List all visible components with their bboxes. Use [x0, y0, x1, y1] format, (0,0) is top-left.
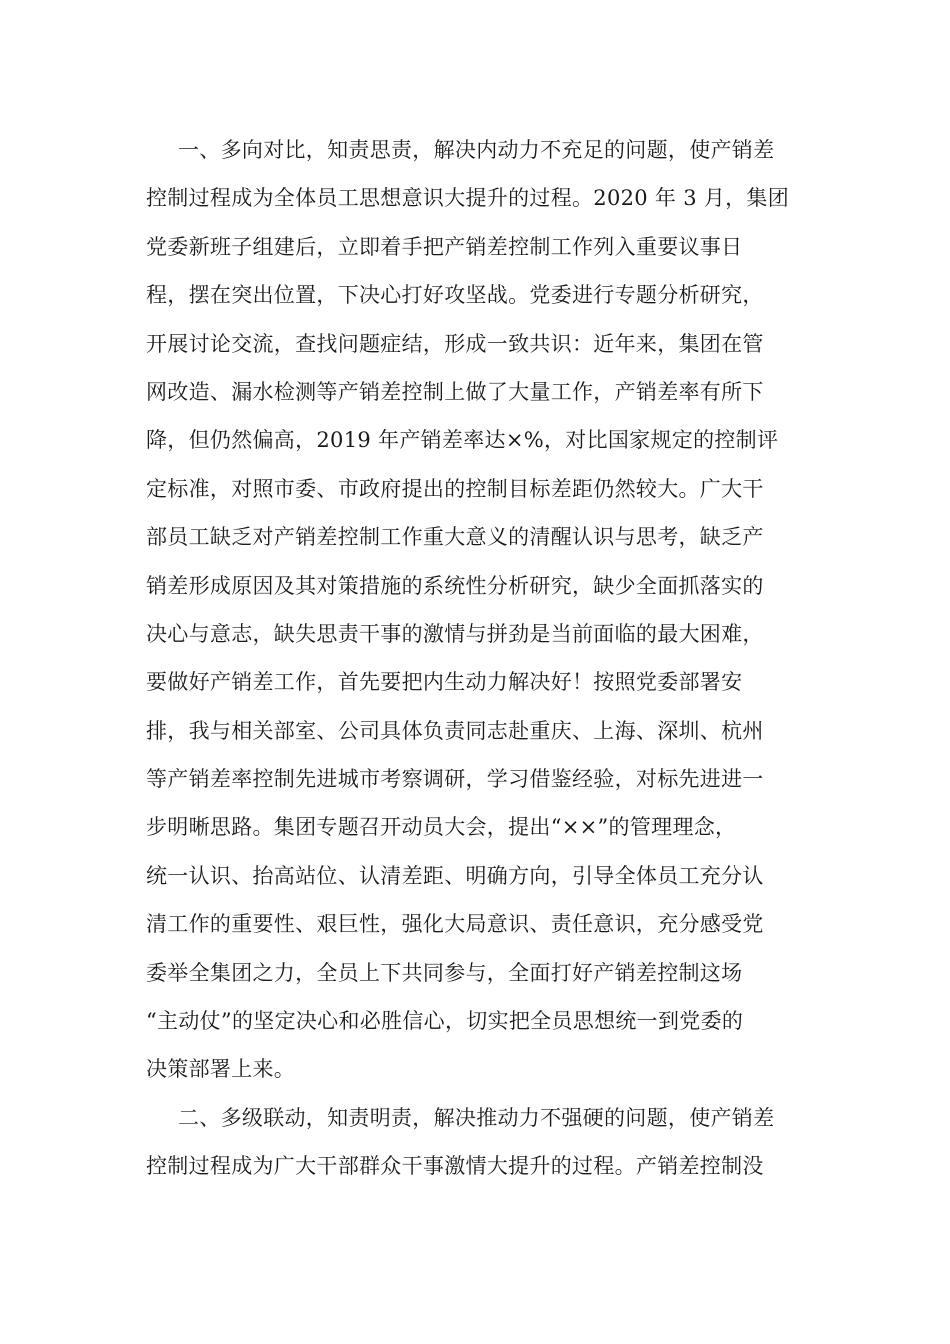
paragraph-2 [146, 1094, 806, 1191]
text-line: 网改造、漏水检测等产销差控制上做了大量工作，产销差率有所下 [146, 379, 764, 404]
text-line: 二、多级联动，知责明责，解决推动力不强硬的问题，使产销差 [178, 1105, 775, 1130]
text-line: 步明晰思路。集团专题召开动员大会，提出“××”的管理理念， [146, 815, 737, 840]
text-line: 等产销差率控制先进城市考察调研，学习借鉴经验，对标先进进一 [146, 767, 764, 792]
text-line: 控制过程成为广大干部群众干事激情大提升的过程。产销差控制没 [146, 1154, 764, 1179]
text-line: 定标准，对照市委、市政府提出的控制目标差距仍然较大。广大干 [146, 476, 764, 501]
text-line: 降，但仍然偏高，2019 年产销差率达×%，对比国家规定的控制评 [146, 428, 779, 453]
paragraph-1 [146, 126, 806, 1094]
text-line: 程，摆在突出位置，下决心打好攻坚战。党委进行专题分析研究， [146, 283, 764, 308]
text-line: “主动仗”的坚定决心和必胜信心，切实把全员思想统一到党委的 [146, 1009, 744, 1034]
document-body [146, 126, 806, 1191]
text-line: 委举全集团之力，全员上下共同参与，全面打好产销差控制这场 [146, 960, 743, 985]
text-line: 统一认识、抬高站位、认清差距、明确方向，引导全体员工充分认 [146, 863, 764, 888]
text-line: 党委新班子组建后，立即着手把产销差控制工作列入重要议事日 [146, 234, 743, 259]
text-line: 清工作的重要性、艰巨性，强化大局意识、责任意识，充分感受党 [146, 912, 764, 937]
text-line: 开展讨论交流，查找问题症结，形成一致共识：近年来，集团在管 [146, 331, 764, 356]
text-line: 排，我与相关部室、公司具体负责同志赴重庆、上海、深圳、杭州 [146, 718, 764, 743]
text-line: 控制过程成为全体员工思想意识大提升的过程。2020 年 3 月，集团 [146, 186, 790, 211]
text-line: 决心与意志，缺失思责干事的激情与拼劲是当前面临的最大困难， [146, 621, 764, 646]
text-line: 部员工缺乏对产销差控制工作重大意义的清醒认识与思考，缺乏产 [146, 525, 764, 550]
text-line: 一、多向对比，知责思责，解决内动力不充足的问题，使产销差 [178, 138, 775, 162]
text-line: 要做好产销差工作，首先要把内生动力解决好！按照党委部署安 [146, 670, 743, 695]
text-line: 销差形成原因及其对策措施的系统性分析研究，缺少全面抓落实的 [146, 573, 764, 598]
text-line: 决策部署上来。 [146, 1057, 296, 1082]
